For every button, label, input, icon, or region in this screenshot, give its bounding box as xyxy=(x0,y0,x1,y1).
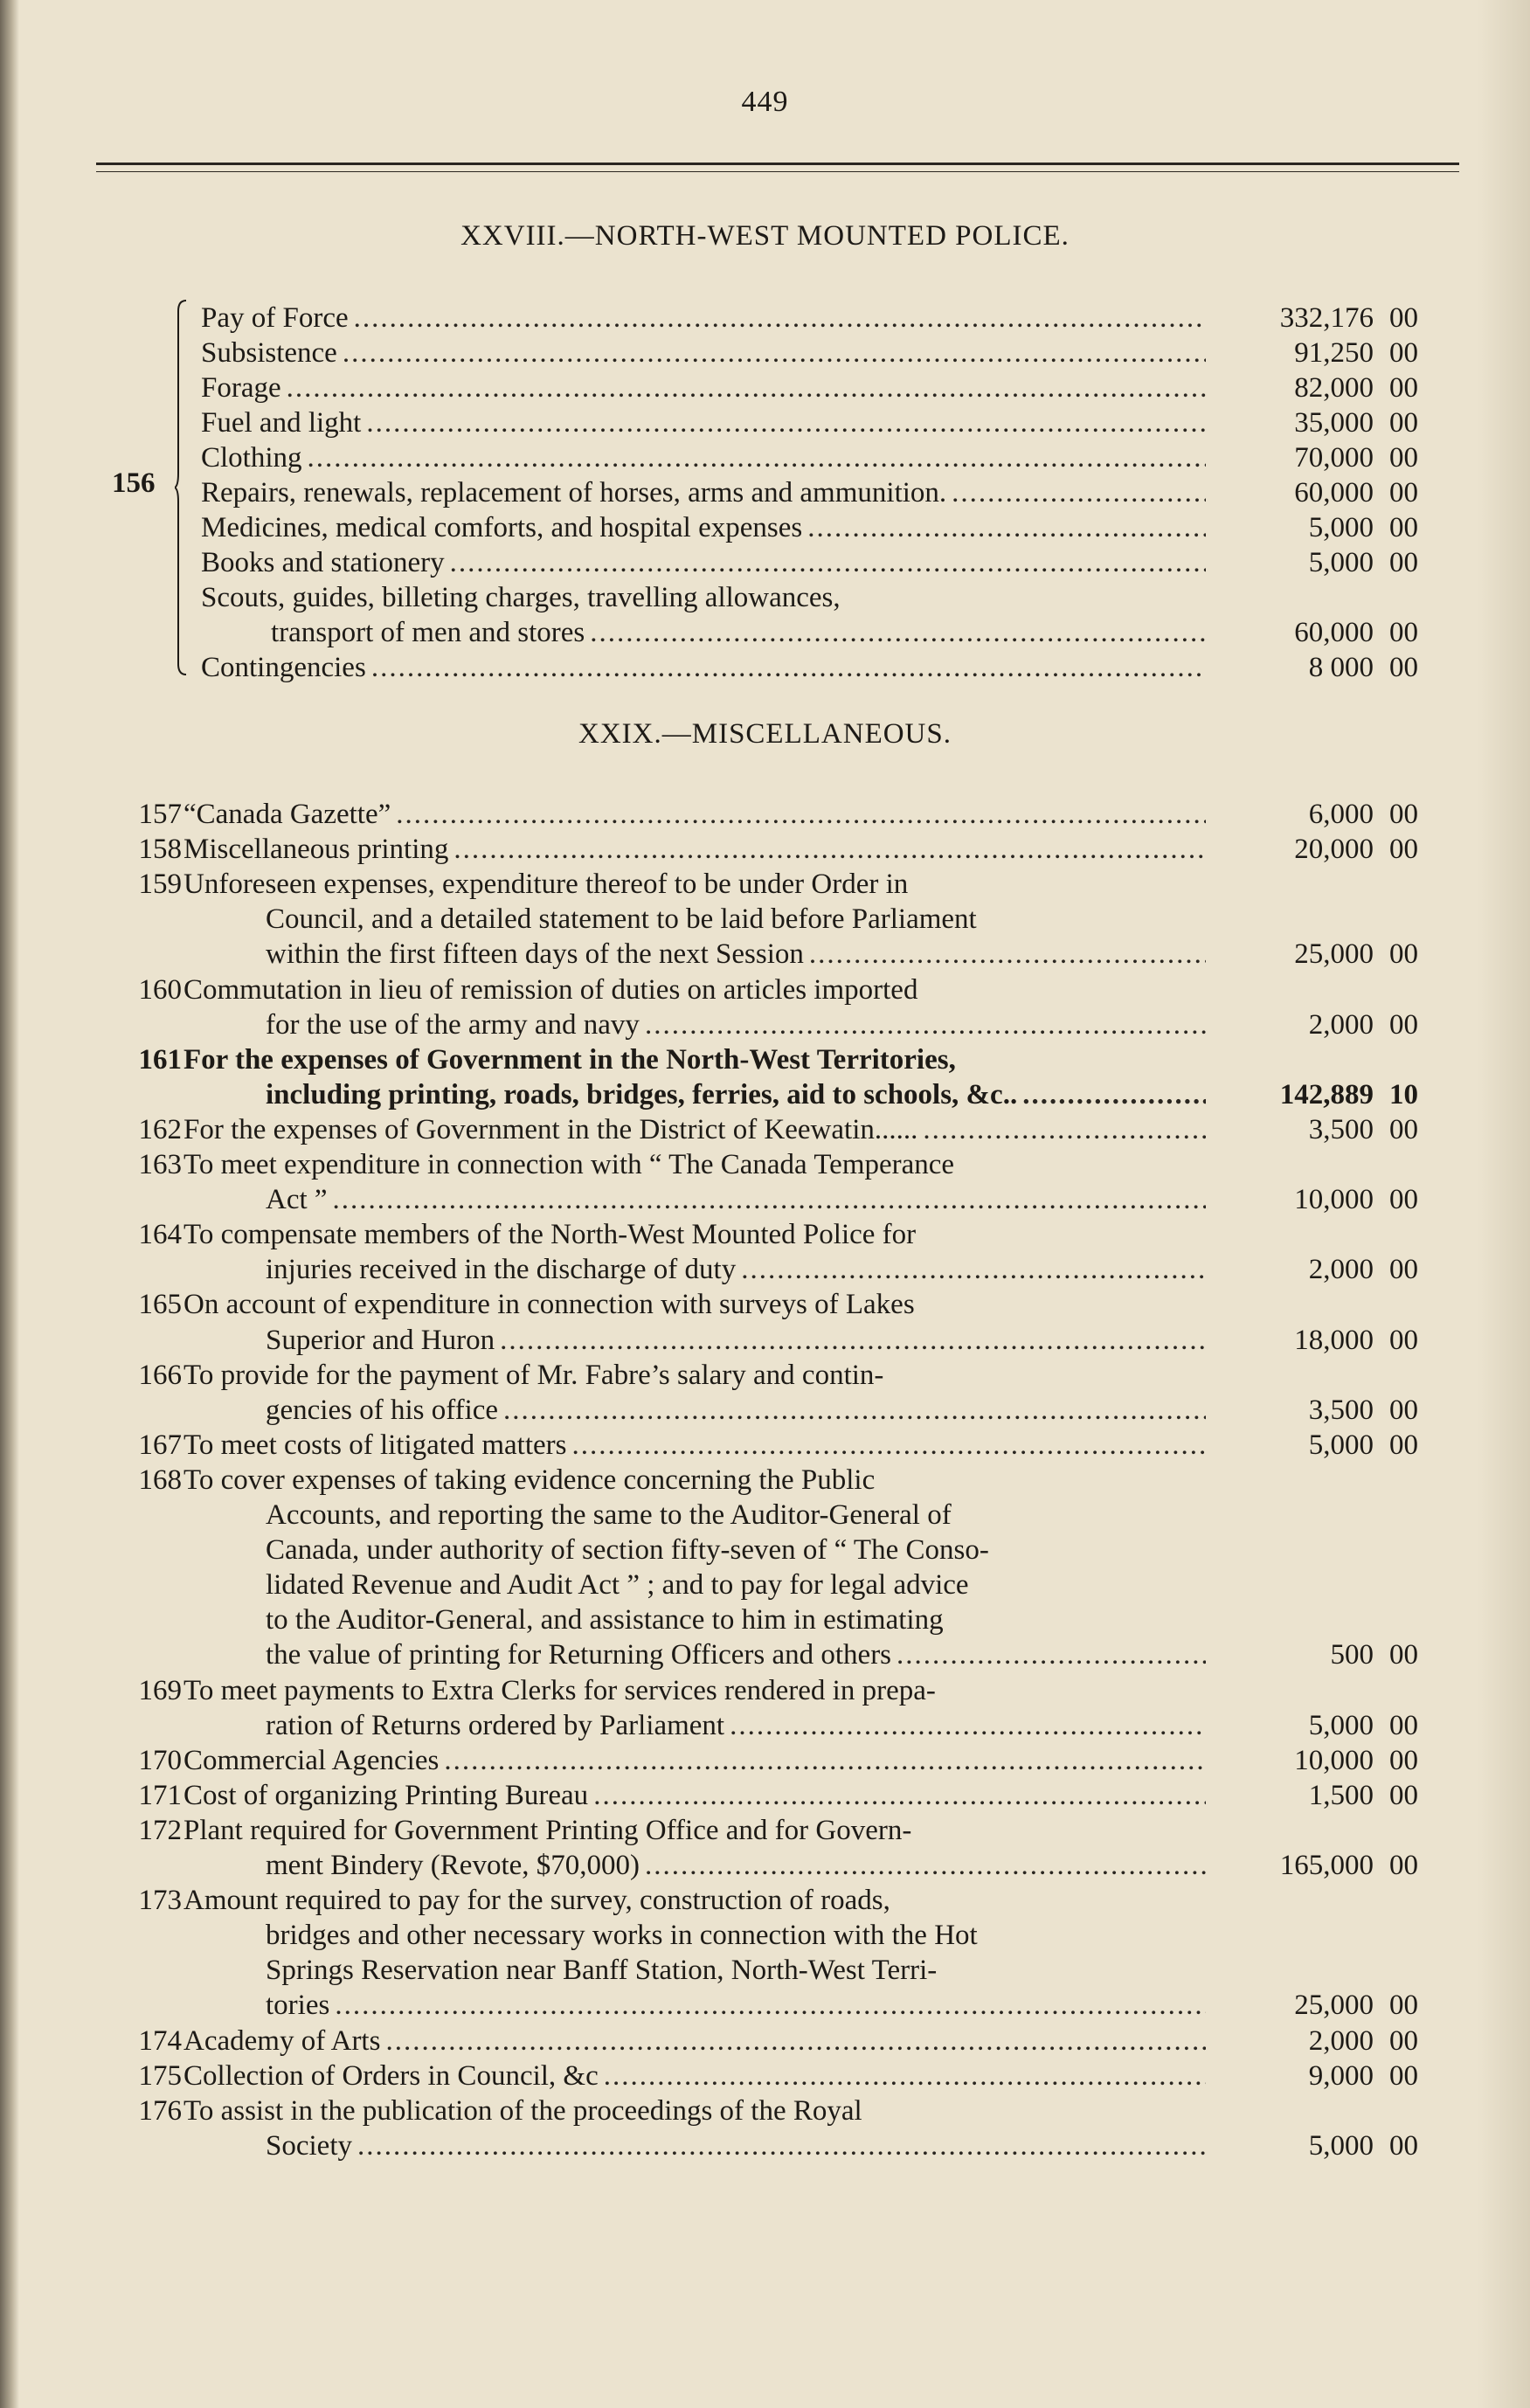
amount-cents: 00 xyxy=(1389,442,1418,474)
item-amount xyxy=(1156,1637,1418,1672)
line-item xyxy=(0,301,1530,337)
dot-leader xyxy=(590,615,1206,650)
line-item xyxy=(0,832,1530,868)
amount-cents: 00 xyxy=(1389,1325,1418,1356)
amount-dollars: 82,000 xyxy=(1294,372,1374,404)
item-description: Academy of Arts xyxy=(183,2025,381,2057)
amount-dollars: 10,000 xyxy=(1294,1745,1374,1776)
amount-cents: 00 xyxy=(1389,1745,1418,1776)
amount-cents: 00 xyxy=(1389,652,1418,683)
amount-dollars: 3,500 xyxy=(1308,1394,1374,1426)
dot-leader xyxy=(371,650,1206,685)
line-item xyxy=(0,972,1530,1009)
item-amount xyxy=(1156,370,1418,405)
vote-number-156: 156 xyxy=(112,467,156,499)
item-description: injuries received in the discharge of duty xyxy=(266,1254,737,1285)
item-description: Collection of Orders in Council, &c xyxy=(183,2060,599,2092)
amount-cents: 00 xyxy=(1389,1254,1418,1285)
item-amount xyxy=(1156,405,1418,440)
line-item xyxy=(0,510,1530,547)
dot-leader xyxy=(354,301,1206,336)
item-description: To cover expenses of taking evidence concerning the Public xyxy=(183,1464,876,1496)
dot-leader xyxy=(357,2128,1206,2163)
amount-cents: 10 xyxy=(1389,1079,1418,1111)
line-item xyxy=(0,545,1530,582)
item-number: 171 xyxy=(138,1780,182,1811)
item-amount xyxy=(1156,1182,1418,1217)
amount-cents: 00 xyxy=(1389,1009,1418,1041)
item-amount xyxy=(1156,2128,1418,2163)
amount-dollars: 70,000 xyxy=(1294,442,1374,474)
amount-cents: 00 xyxy=(1389,302,1418,334)
item-description: Scouts, guides, billeting charges, travelling allowances, xyxy=(201,582,841,613)
item-amount xyxy=(1156,1393,1418,1428)
item-description: tories xyxy=(266,1989,330,2021)
amount-dollars: 2,000 xyxy=(1308,1009,1374,1041)
dot-leader xyxy=(396,797,1206,832)
item-number: 158 xyxy=(138,834,182,865)
item-amount xyxy=(1156,1112,1418,1147)
amount-cents: 00 xyxy=(1389,1429,1418,1461)
item-description: “Canada Gazette” xyxy=(183,799,391,830)
item-description: Subsistence xyxy=(201,337,337,369)
item-description: within the first fifteen days of the next Session xyxy=(266,938,804,970)
item-amount xyxy=(1156,1323,1418,1358)
header-rule-thin xyxy=(96,171,1459,172)
item-amount xyxy=(1156,301,1418,336)
item-number: 173 xyxy=(138,1885,182,1916)
item-number: 166 xyxy=(138,1360,182,1391)
item-number: 161 xyxy=(138,1044,182,1076)
line-item xyxy=(0,615,1530,652)
item-description: Springs Reservation near Banff Station, North-West Terri- xyxy=(266,1955,938,1986)
amount-dollars: 5,000 xyxy=(1308,1710,1374,1741)
item-amount xyxy=(1156,1252,1418,1287)
item-description: For the expenses of Government in the District of Keewatin...... xyxy=(183,1114,918,1145)
item-amount xyxy=(1156,1077,1418,1112)
line-item xyxy=(0,1147,1530,1184)
line-item xyxy=(0,1778,1530,1815)
item-number: 162 xyxy=(138,1114,182,1145)
line-item xyxy=(0,2024,1530,2060)
amount-cents: 00 xyxy=(1389,834,1418,865)
item-description: including printing, roads, bridges, ferries, aid to schools, &c.. xyxy=(266,1079,1018,1111)
amount-dollars: 35,000 xyxy=(1294,407,1374,439)
amount-cents: 00 xyxy=(1389,2130,1418,2162)
line-item xyxy=(0,1358,1530,1394)
amount-dollars: 60,000 xyxy=(1294,617,1374,648)
line-item xyxy=(0,1252,1530,1289)
line-item xyxy=(0,370,1530,407)
header-rule xyxy=(96,163,1459,165)
item-number: 164 xyxy=(138,1219,182,1250)
item-description: Books and stationery xyxy=(201,547,445,578)
line-item xyxy=(0,1323,1530,1360)
item-amount xyxy=(1156,1743,1418,1778)
item-description: to the Auditor-General, and assistance to him in estimating xyxy=(266,1604,944,1636)
amount-dollars: 8 000 xyxy=(1308,652,1374,683)
dot-leader xyxy=(308,440,1206,475)
item-description: gencies of his office xyxy=(266,1394,499,1426)
amount-dollars: 5,000 xyxy=(1308,512,1374,543)
item-description: For the expenses of Government in the North-West Territories, xyxy=(183,1044,956,1076)
line-item xyxy=(0,1217,1530,1254)
item-amount xyxy=(1156,2024,1418,2059)
line-item xyxy=(0,2059,1530,2095)
item-number: 163 xyxy=(138,1149,182,1180)
item-description: Miscellaneous printing xyxy=(183,834,449,865)
dot-leader xyxy=(444,1743,1206,1778)
amount-dollars: 20,000 xyxy=(1294,834,1374,865)
item-description: Clothing xyxy=(201,442,302,474)
item-description: Accounts, and reporting the same to the Auditor-General of xyxy=(266,1499,952,1531)
line-item xyxy=(0,1287,1530,1324)
item-description: Medicines, medical comforts, and hospital expenses xyxy=(201,512,803,543)
amount-cents: 00 xyxy=(1389,2060,1418,2092)
item-number: 168 xyxy=(138,1464,182,1496)
item-amount xyxy=(1156,1848,1418,1883)
item-description: To compensate members of the North-West Mounted Police for xyxy=(183,1219,917,1250)
dot-leader xyxy=(385,2024,1206,2059)
line-item xyxy=(0,1393,1530,1429)
item-amount xyxy=(1156,336,1418,370)
amount-cents: 00 xyxy=(1389,1989,1418,2021)
amount-dollars: 25,000 xyxy=(1294,1989,1374,2021)
item-amount xyxy=(1156,2059,1418,2093)
line-item xyxy=(0,1708,1530,1745)
item-number: 174 xyxy=(138,2025,182,2057)
item-number: 159 xyxy=(138,868,182,900)
dot-leader xyxy=(593,1778,1206,1813)
dot-leader xyxy=(604,2059,1206,2093)
dot-leader xyxy=(503,1393,1206,1428)
item-description: Repairs, renewals, replacement of horses, arms and ammunition. xyxy=(201,477,947,509)
item-amount xyxy=(1156,1007,1418,1042)
item-description: bridges and other necessary works in connection with the Hot xyxy=(266,1920,978,1951)
item-description: To meet costs of litigated matters xyxy=(183,1429,567,1461)
line-item xyxy=(0,1848,1530,1885)
dot-leader xyxy=(450,545,1206,580)
item-description: Society xyxy=(266,2130,352,2162)
item-description: ment Bindery (Revote, $70,000) xyxy=(266,1850,640,1881)
dot-leader xyxy=(500,1323,1206,1358)
line-item xyxy=(0,1918,1530,1955)
line-item xyxy=(0,1602,1530,1639)
line-item xyxy=(0,2093,1530,2130)
amount-dollars: 5,000 xyxy=(1308,1429,1374,1461)
dot-leader xyxy=(335,1988,1206,2023)
amount-dollars: 1,500 xyxy=(1308,1780,1374,1811)
line-item xyxy=(0,1533,1530,1569)
item-amount xyxy=(1156,937,1418,972)
item-number: 175 xyxy=(138,2060,182,2092)
amount-cents: 00 xyxy=(1389,477,1418,509)
line-item xyxy=(0,1883,1530,1920)
line-item xyxy=(0,1743,1530,1780)
item-number: 176 xyxy=(138,2095,182,2127)
amount-dollars: 10,000 xyxy=(1294,1184,1374,1215)
item-description: Unforeseen expenses, expenditure thereof to be under Order in xyxy=(183,868,909,900)
line-item xyxy=(0,1673,1530,1710)
line-item xyxy=(0,1498,1530,1534)
item-number: 170 xyxy=(138,1745,182,1776)
item-amount xyxy=(1156,1988,1418,2023)
dot-leader xyxy=(807,510,1206,545)
line-item xyxy=(0,475,1530,512)
item-description: Pay of Force xyxy=(201,302,349,334)
amount-cents: 00 xyxy=(1389,512,1418,543)
line-item xyxy=(0,2128,1530,2165)
line-item xyxy=(0,867,1530,903)
line-item xyxy=(0,1428,1530,1464)
line-item xyxy=(0,440,1530,477)
amount-dollars: 25,000 xyxy=(1294,938,1374,970)
amount-dollars: 60,000 xyxy=(1294,477,1374,509)
item-amount xyxy=(1156,1778,1418,1813)
line-item xyxy=(0,1953,1530,1989)
dot-leader xyxy=(333,1182,1206,1217)
page-number: 449 xyxy=(741,86,789,118)
line-item xyxy=(0,797,1530,834)
item-amount xyxy=(1156,1428,1418,1463)
item-description: the value of printing for Returning Officers and others xyxy=(266,1639,892,1671)
item-amount xyxy=(1156,797,1418,832)
amount-dollars: 9,000 xyxy=(1308,2060,1374,2092)
line-item xyxy=(0,405,1530,442)
dot-leader xyxy=(343,336,1206,370)
line-item xyxy=(0,1463,1530,1499)
item-description: Cost of organizing Printing Bureau xyxy=(183,1780,589,1811)
dot-leader xyxy=(730,1708,1206,1743)
amount-cents: 00 xyxy=(1389,938,1418,970)
amount-cents: 00 xyxy=(1389,407,1418,439)
item-amount xyxy=(1156,475,1418,510)
amount-dollars: 91,250 xyxy=(1294,337,1374,369)
amount-cents: 00 xyxy=(1389,1184,1418,1215)
item-description: Commercial Agencies xyxy=(183,1745,440,1776)
amount-cents: 00 xyxy=(1389,1639,1418,1671)
amount-dollars: 332,176 xyxy=(1279,302,1374,334)
item-description: Act ” xyxy=(266,1184,328,1215)
line-item xyxy=(0,1988,1530,2024)
line-item xyxy=(0,937,1530,973)
dot-leader xyxy=(366,405,1206,440)
item-amount xyxy=(1156,615,1418,650)
item-description: lidated Revenue and Audit Act ” ; and to pay for legal advice xyxy=(266,1569,969,1601)
item-description: transport of men and stores xyxy=(271,617,585,648)
amount-dollars: 2,000 xyxy=(1308,1254,1374,1285)
amount-dollars: 2,000 xyxy=(1308,2025,1374,2057)
section-heading-north-west-mounted-police: XXVIII.—NORTH-WEST MOUNTED POLICE. xyxy=(460,220,1070,252)
item-amount xyxy=(1156,440,1418,475)
line-item xyxy=(0,1007,1530,1044)
line-item xyxy=(0,1077,1530,1114)
amount-cents: 00 xyxy=(1389,617,1418,648)
amount-cents: 00 xyxy=(1389,1394,1418,1426)
amount-dollars: 165,000 xyxy=(1279,1850,1374,1881)
item-description: On account of expenditure in connection with surveys of Lakes xyxy=(183,1289,915,1320)
item-description: To provide for the payment of Mr. Fabre’s salary and contin- xyxy=(183,1360,884,1391)
dot-leader xyxy=(741,1252,1206,1287)
item-description: Amount required to pay for the survey, construction of roads, xyxy=(183,1885,890,1916)
item-description: To meet expenditure in connection with “ The Canada Temperance xyxy=(183,1149,955,1180)
dot-leader xyxy=(453,832,1206,867)
item-number: 160 xyxy=(138,974,182,1006)
dot-leader xyxy=(572,1428,1207,1463)
item-number: 157 xyxy=(138,799,182,830)
amount-cents: 00 xyxy=(1389,337,1418,369)
amount-cents: 00 xyxy=(1389,372,1418,404)
item-number: 169 xyxy=(138,1675,182,1706)
line-item xyxy=(0,1042,1530,1079)
line-item xyxy=(0,1112,1530,1149)
amount-cents: 00 xyxy=(1389,1114,1418,1145)
amount-dollars: 142,889 xyxy=(1279,1079,1374,1111)
amount-cents: 00 xyxy=(1389,1850,1418,1881)
dot-leader xyxy=(287,370,1206,405)
section-heading-miscellaneous: XXIX.—MISCELLANEOUS. xyxy=(578,718,952,750)
item-description: Superior and Huron xyxy=(266,1325,495,1356)
line-item xyxy=(0,336,1530,372)
line-item xyxy=(0,902,1530,938)
item-description: Canada, under authority of section fifty-seven of “ The Conso- xyxy=(266,1534,989,1566)
dot-leader xyxy=(809,937,1206,972)
item-number: 172 xyxy=(138,1815,182,1846)
line-item xyxy=(0,1182,1530,1219)
line-item xyxy=(0,1567,1530,1604)
amount-cents: 00 xyxy=(1389,799,1418,830)
item-description: for the use of the army and navy xyxy=(266,1009,640,1041)
item-description: Forage xyxy=(201,372,281,404)
amount-dollars: 6,000 xyxy=(1308,799,1374,830)
item-number: 167 xyxy=(138,1429,182,1461)
amount-dollars: 5,000 xyxy=(1308,547,1374,578)
item-description: Council, and a detailed statement to be laid before Parliament xyxy=(266,903,977,935)
amount-dollars: 3,500 xyxy=(1308,1114,1374,1145)
amount-dollars: 18,000 xyxy=(1294,1325,1374,1356)
item-number: 165 xyxy=(138,1289,182,1320)
item-description: To meet payments to Extra Clerks for services rendered in prepa- xyxy=(183,1675,936,1706)
amount-cents: 00 xyxy=(1389,2025,1418,2057)
item-description: To assist in the publication of the proceedings of the Royal xyxy=(183,2095,862,2127)
item-amount xyxy=(1156,545,1418,580)
line-item xyxy=(0,650,1530,687)
line-item xyxy=(0,1813,1530,1850)
item-description: ration of Returns ordered by Parliament xyxy=(266,1710,725,1741)
item-description: Commutation in lieu of remission of duties on articles imported xyxy=(183,974,918,1006)
dot-leader xyxy=(645,1848,1206,1883)
amount-dollars: 5,000 xyxy=(1308,2130,1374,2162)
amount-cents: 00 xyxy=(1389,547,1418,578)
item-amount xyxy=(1156,650,1418,685)
amount-cents: 00 xyxy=(1389,1780,1418,1811)
line-item xyxy=(0,1637,1530,1674)
amount-cents: 00 xyxy=(1389,1710,1418,1741)
item-description: Fuel and light xyxy=(201,407,362,439)
item-description: Plant required for Government Printing Office and for Govern- xyxy=(183,1815,912,1846)
item-amount xyxy=(1156,510,1418,545)
item-amount xyxy=(1156,832,1418,867)
line-item xyxy=(0,580,1530,617)
item-description: Contingencies xyxy=(201,652,366,683)
amount-dollars: 500 xyxy=(1330,1639,1374,1671)
dot-leader xyxy=(645,1007,1206,1042)
item-amount xyxy=(1156,1708,1418,1743)
